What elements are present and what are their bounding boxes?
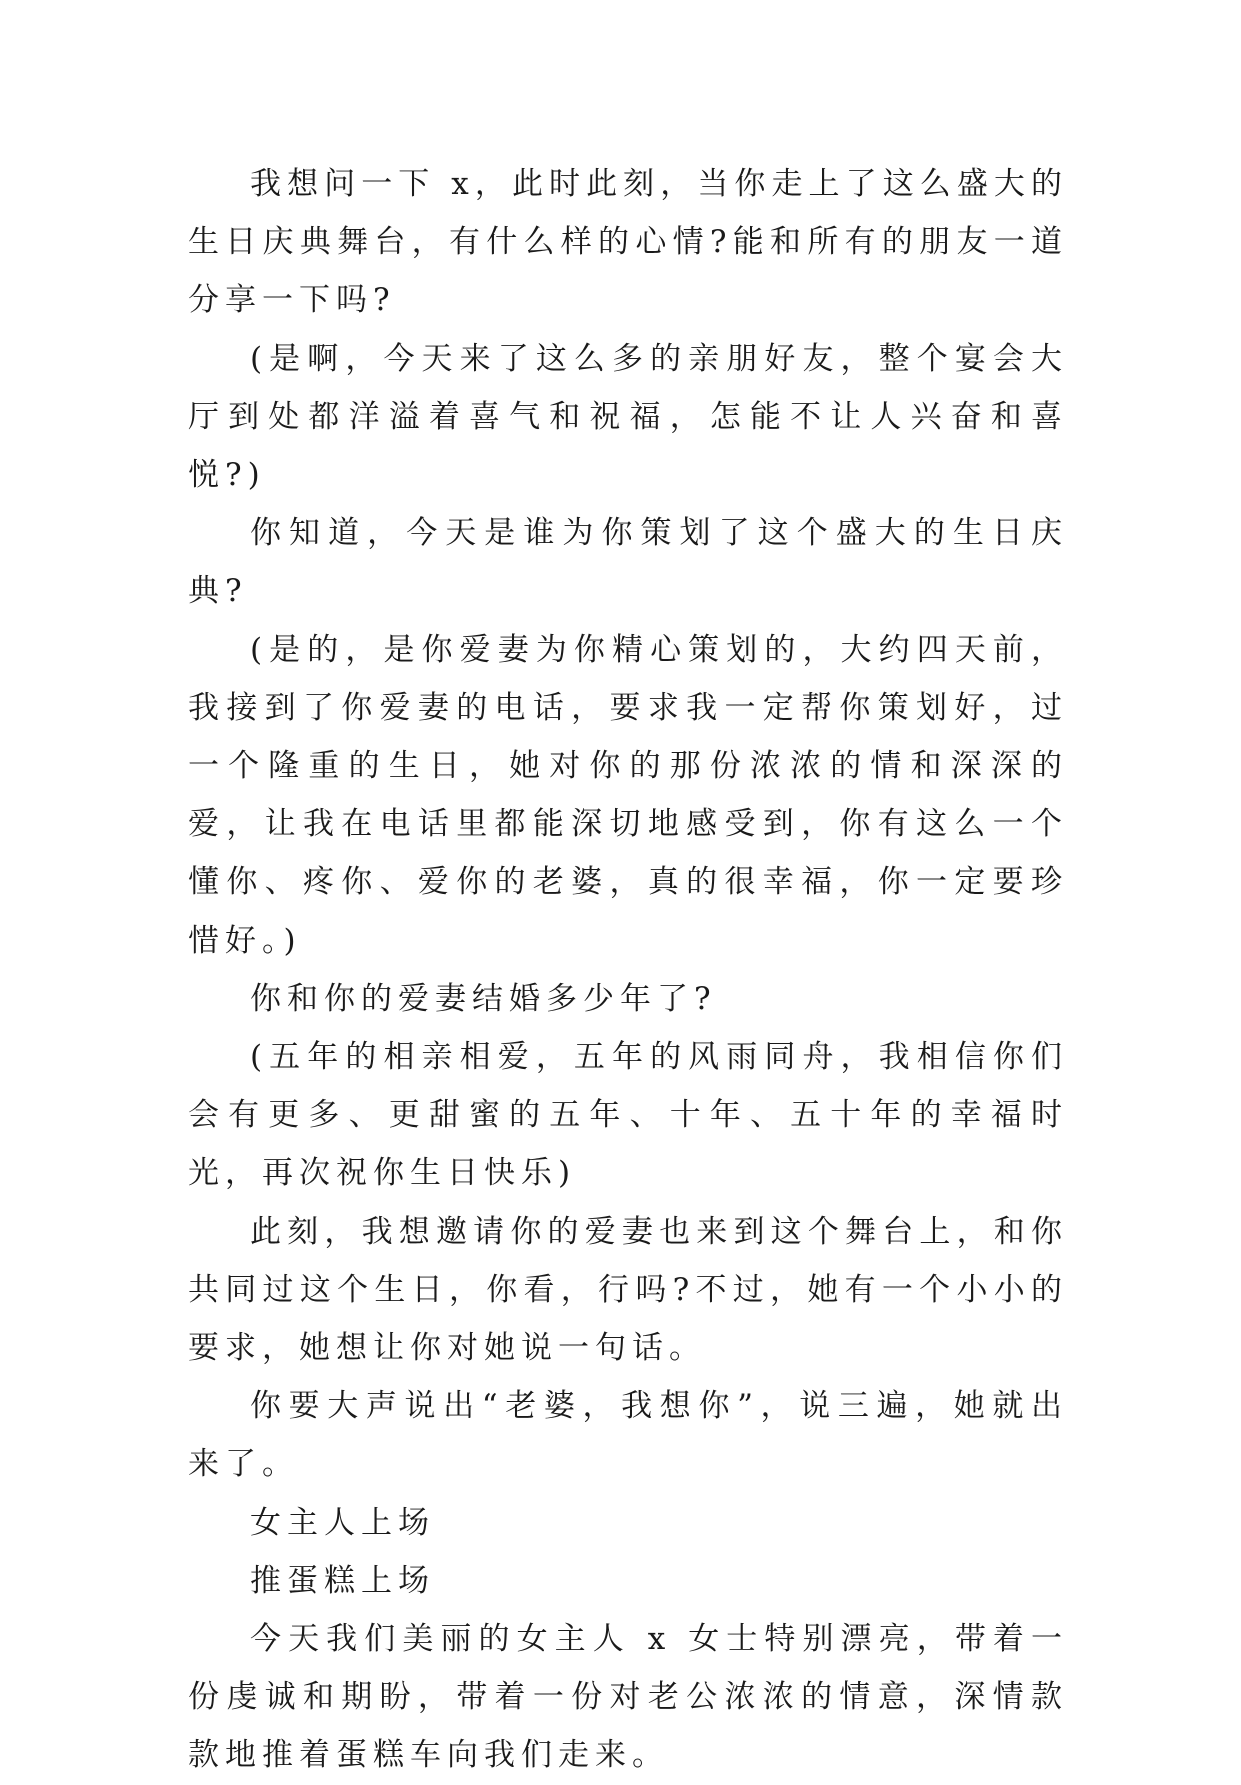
paragraph-question-years-married: 你和你的爱妻结婚多少年了? [250, 980, 717, 1017]
paragraph-question-planner: 你知道，今天是谁为你策划了这个盛大的生日庆典? [188, 515, 1068, 610]
paragraph-hostess-description: 今天我们美丽的女主人 x 女士特别漂亮，带着一份虔诚和期盼，带着一份对老公浓浓的情意，深情款款地推着蛋糕车向我们走来。 [188, 1621, 1068, 1774]
paragraph-answer-wife-planned: (是的，是你爱妻为你精心策划的，大约四天前，我接到了你爱妻的电话，要求我一定帮你策划好，过一个隆重的生日，她对你的那份浓浓的情和深深的爱，让我在电话里都能深切地感受到，你有这么一个懂你、疼你、爱你的老婆，真的很幸福，你一定要珍惜好。) [188, 631, 1068, 959]
paragraph-say-three-times: 你要大声说出“老婆，我想你”，说三遍，她就出来了。 [188, 1388, 1068, 1483]
document-body [188, 155, 1068, 1785]
paragraph-question-feelings: 我想问一下 x，此时此刻，当你走上了这么盛大的生日庆典舞台，有什么样的心情?能和所有的朋友一道分享一下吗? [188, 166, 1068, 319]
paragraph-cake-enters: 推蛋糕上场 [250, 1562, 435, 1599]
paragraph-hostess-enters: 女主人上场 [250, 1504, 435, 1541]
paragraph-answer-excitement: (是啊，今天来了这么多的亲朋好友，整个宴会大厅到处都洋溢着喜气和祝福，怎能不让人兴奋和喜悦?) [188, 340, 1068, 494]
paragraph-invite-wife: 此刻，我想邀请你的爱妻也来到这个舞台上，和你共同过这个生日，你看，行吗?不过，她有一个小小的要求，她想让你对她说一句话。 [188, 1213, 1068, 1367]
paragraph-answer-five-years: (五年的相亲相爱，五年的风雨同舟，我相信你们会有更多、更甜蜜的五年、十年、五十年的幸福时光，再次祝你生日快乐) [188, 1039, 1068, 1192]
